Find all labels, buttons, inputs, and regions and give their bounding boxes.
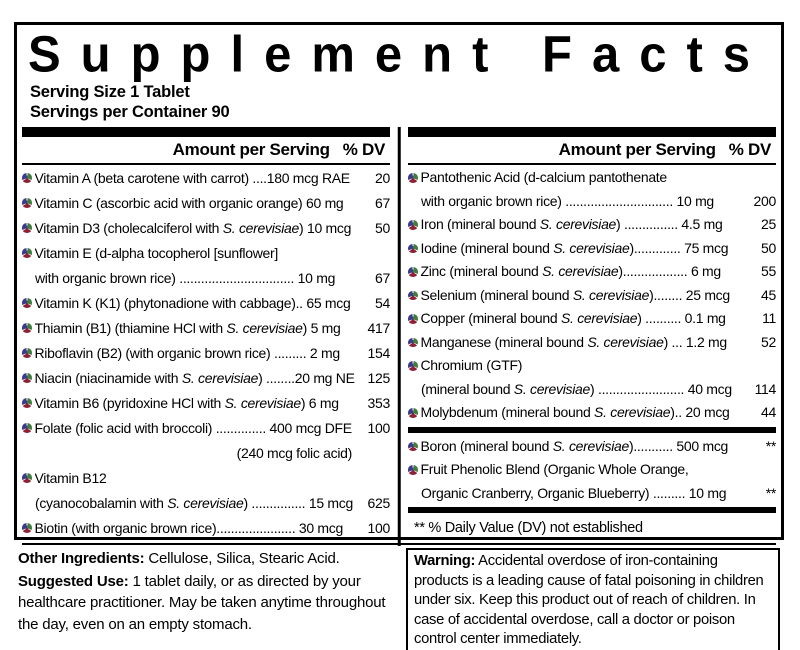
ingredient-row [408,307,776,331]
header-bar [22,127,390,137]
ingredient-row [22,366,390,391]
pinwheel-bullet-icon [22,373,32,383]
dv-value: 125 [367,370,390,386]
pinwheel-bullet-icon [22,473,32,483]
dv-value [360,241,390,266]
ingredient-row [22,391,390,416]
ingredient-text: Iron (mineral bound S. cerevisiae) ............... 4.5 mg [420,216,723,232]
pinwheel-bullet-icon [408,408,418,418]
ingredient-text: Iodine (mineral bound S. cerevisiae)............. 75 mcg [420,239,729,256]
ingredient-text: Vitamin B6 (pyridoxine HCl with S. cerevisiae) 6 mg [34,395,339,411]
ingredient-row [408,284,776,308]
ingredient-row [408,482,776,506]
pinwheel-bullet-icon [408,442,418,452]
dv-value: 20 [375,170,390,186]
percent-dv-label: % DV [342,140,385,159]
ingredient-text: Organic Cranberry, Organic Blueberry) ......... 10 mg [421,484,727,501]
pinwheel-bullet-icon [22,323,32,333]
amount-per-serving-label: Amount per Serving [172,140,330,159]
dv-footnote [408,515,776,541]
pinwheel-bullet-icon [408,173,418,183]
dv-value: 100 [367,420,390,436]
ingredient-text: Biotin (with organic brown rice)...................... 30 mcg [34,520,343,536]
ingredient-text: (cyanocobalamin with S. cerevisiae) ............... 15 mcg [35,495,353,511]
ingredient-text: Manganese (mineral bound S. cerevisiae) ... 1.2 mg [420,333,727,350]
dv-value [360,441,390,466]
pinwheel-bullet-icon [408,291,418,301]
dv-value: 50 [375,220,390,236]
dv-value: 44 [761,404,776,420]
footnote-text: ** % Daily Value (DV) not established [414,520,643,536]
pinwheel-bullet-icon [22,523,32,533]
column-right [399,127,776,541]
dv-value: 100 [367,520,390,536]
ingredient-row [22,516,390,541]
ingredient-text: Vitamin E (d-alpha tocopherol [sunflower] [34,245,278,261]
dv-value: 353 [367,395,390,411]
pinwheel-bullet-icon [22,398,32,408]
ingredient-row [408,260,776,284]
other-ingredients-label: Other Ingredients: [18,550,145,567]
ingredient-row [408,331,776,355]
ingredient-row [22,466,390,491]
pinwheel-bullet-icon [408,314,418,324]
dv-value: 54 [375,295,390,311]
ingredient-text: Niacin (niacinamide with S. cerevisiae) ........20 mg NE [34,370,355,386]
ingredient-text: Chromium (GTF) [420,357,523,373]
column-header-left [22,139,390,165]
section-divider [408,507,776,513]
ingredient-row [22,266,390,291]
label-border-box [14,22,784,540]
ingredient-text: Selenium (mineral bound S. cerevisiae)........ 25 mcg [420,286,730,303]
column-left [22,127,399,541]
dv-value: 67 [375,195,390,211]
ingredient-row [22,166,390,191]
dv-value: 50 [761,239,776,256]
header-bar [408,127,776,137]
dv-value: 45 [761,286,776,303]
ingredient-text: Molybdenum (mineral bound S. cerevisiae).. 20 mcg [420,404,730,420]
ingredient-row [22,216,390,241]
dv-value: 417 [367,320,390,336]
servings-per-container: Servings per Container 90 [30,103,230,121]
dv-value [360,466,390,491]
ingredient-text: with organic brown rice) ................................ 10 mg [35,270,336,286]
ingredient-row [408,435,776,459]
ingredient-rows-left [22,165,390,541]
pinwheel-bullet-icon [22,423,32,433]
ingredient-text: Fruit Phenolic Blend (Organic Whole Orange, [420,461,689,477]
ingredient-text: Vitamin C (ascorbic acid with organic orange) 60 mg [34,195,344,211]
pinwheel-bullet-icon [22,198,32,208]
ingredient-row [22,291,390,316]
dv-value: 55 [761,263,776,279]
other-ingredients-text: Cellulose, Silica, Stearic Acid. [148,550,340,567]
ingredient-row [408,237,776,261]
dv-value: 625 [367,495,390,511]
ingredient-rows-right [408,165,776,541]
warning-label: Warning: [414,553,476,569]
ingredient-row [22,241,390,266]
ingredient-text: with organic brown rice) .............................. 10 mg [421,192,714,209]
suggested-use [18,571,394,636]
ingredient-row [22,491,390,516]
pinwheel-bullet-icon [408,267,418,277]
ingredient-text: Thiamin (B1) (thiamine HCl with S. cerevisiae) 5 mg [34,320,341,336]
ingredient-row [22,316,390,341]
ingredient-text: Riboflavin (B2) (with organic brown rice) ......... 2 mg [34,345,340,361]
dv-value: 67 [375,270,390,286]
pinwheel-bullet-icon [22,298,32,308]
ingredient-text: (240 mcg folic acid) [236,445,352,461]
ingredient-row [22,416,390,441]
pinwheel-bullet-icon [408,338,418,348]
ingredient-row [408,190,776,214]
section-divider [408,427,776,433]
suggested-use-label: Suggested Use: [18,572,129,590]
ingredient-row [408,458,776,482]
page-title: Supplement Facts [28,26,771,84]
ingredient-row [408,166,776,190]
usage-info [18,548,394,650]
ingredient-row [22,441,390,466]
ingredient-text: Boron (mineral bound S. cerevisiae)........... 500 mcg [420,437,729,454]
nutrient-columns [22,127,776,545]
amount-per-serving-label: Amount per Serving [558,140,716,159]
ingredient-text: Vitamin A (beta carotene with carrot) ....180 mcg RAE [34,170,350,186]
ingredient-row [408,354,776,378]
dv-value: 114 [754,380,776,397]
pinwheel-bullet-icon [22,348,32,358]
dv-value: 154 [367,345,390,361]
ingredient-text: Zinc (mineral bound S. cerevisiae).................. 6 mg [420,263,721,279]
dv-value: ** [765,484,776,501]
dv-value: 52 [761,333,776,350]
ingredient-row [22,191,390,216]
column-header-right [408,139,776,165]
pinwheel-bullet-icon [408,361,418,371]
ingredient-text: Copper (mineral bound S. cerevisiae) .......... 0.1 mg [420,310,726,326]
other-ingredients [18,548,394,570]
pinwheel-bullet-icon [22,223,32,233]
pinwheel-bullet-icon [408,220,418,230]
ingredient-row [408,378,776,402]
suggested-use-text: 1 tablet daily, or as directed by your healthcare practitioner. May be taken anytime throughout the day, even on an empty stomach. [18,572,386,633]
footer-section [18,548,784,650]
dv-value [743,458,776,482]
dv-value: ** [765,437,776,454]
ingredient-row [408,213,776,237]
ingredient-row [22,341,390,366]
dv-value: 25 [761,216,776,232]
ingredient-text: (mineral bound S. cerevisiae) ........................ 40 mcg [421,380,732,397]
ingredient-text: Vitamin B12 [34,470,107,486]
ingredient-text: Vitamin K (K1) (phytonadione with cabbage).. 65 mcg [34,295,351,311]
warning-box [406,548,780,650]
ingredient-text: Folate (folic acid with broccoli) .............. 400 mcg DFE [34,420,352,436]
pinwheel-bullet-icon [408,244,418,254]
dv-value [743,166,776,190]
dv-value: 200 [753,192,776,209]
warning-text: Accidental overdose of iron-containing products is a leading cause of fatal poisoning in children under six. Keep this product out of reach of children. In case of accidental overdose, call a doctor or poison control center immediately. [414,553,764,647]
pinwheel-bullet-icon [22,248,32,258]
percent-dv-label: % DV [728,140,771,159]
dv-value: 11 [762,310,776,326]
serving-size: Serving Size 1 Tablet [30,83,190,101]
pinwheel-bullet-icon [22,173,32,183]
dv-value [743,354,776,378]
ingredient-text: Vitamin D3 (cholecalciferol with S. cerevisiae) 10 mcg [34,220,352,236]
ingredient-text: Pantothenic Acid (d-calcium pantothenate [420,169,667,185]
ingredient-row [408,401,776,425]
pinwheel-bullet-icon [408,465,418,475]
